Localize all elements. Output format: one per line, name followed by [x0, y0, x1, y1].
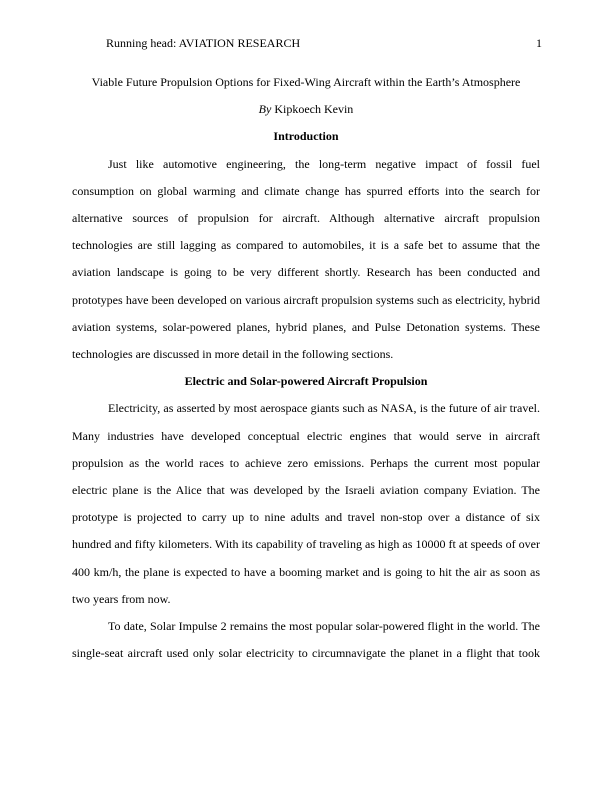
paragraph: To date, Solar Impulse 2 remains the most popular solar-powered flight in the world. The single-seat aircraft used only solar electricity to circumnavigate the planet in a flight that took: [72, 619, 540, 661]
byline: [72, 96, 540, 123]
page-header: [106, 36, 542, 54]
byline-prefix: By: [258, 102, 272, 117]
document-body: [72, 69, 540, 667]
paragraph: Electricity, as asserted by most aerospace giants such as NASA, is the future of air travel. Many industries have developed conceptual electric engines that would serve in aircraft propulsion as the world races to achieve zero emissions. Perhaps the current most popular electric plane is the Alice that was developed by the Israeli aviation company Eviation. The prototype is projected to carry up to nine adults and travel non-stop over a distance of six hundred and fifty kilometers. With its capability of traveling as high as 10000 ft at speeds of over 400 km/h, the plane is expected to have a booming market and is going to hit the air as soon as two years from now.: [72, 401, 540, 606]
page-number: 1: [536, 36, 542, 50]
paper-title: Viable Future Propulsion Options for Fixed-Wing Aircraft within the Earth’s Atmosphere: [91, 75, 521, 89]
section-heading-introduction: Introduction: [273, 129, 339, 144]
running-head: Running head: AVIATION RESEARCH: [106, 36, 301, 50]
byline-author: Kipkoech Kevin: [271, 102, 354, 117]
section-heading-electric-solar: Electric and Solar-powered Aircraft Propulsion: [184, 374, 428, 389]
paragraph: Just like automotive engineering, the long-term negative impact of fossil fuel consumption on global warming and climate change has spurred efforts into the search for alternative sources of propulsion for aircraft. Although alternative aircraft propulsion technologies are still lagging as compared to automobiles, it is a safe bet to assume that the aviation landscape is going to be very different shortly. Research has been conducted and prototypes have been developed on various aircraft propulsion systems such as electricity, hybrid aviation systems, solar-powered planes, hybrid planes, and Pulse Detonation systems. These technologies are discussed in more detail in the following sections.: [72, 156, 540, 362]
